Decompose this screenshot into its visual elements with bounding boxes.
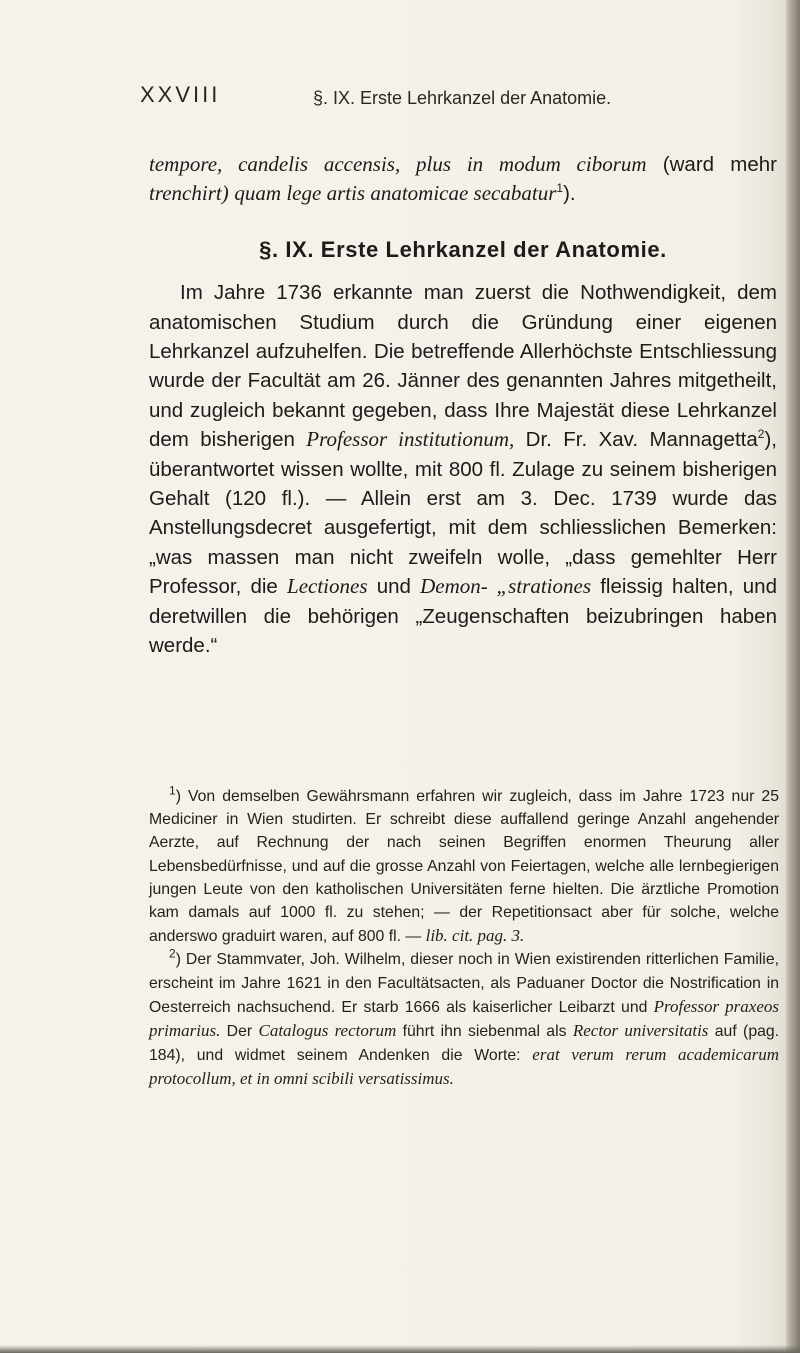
- footnote-text: auf (pag. 184), und widmet seinem Andenken die Worte:: [149, 1023, 780, 1065]
- footnote-marker: 2: [169, 947, 176, 962]
- latin-phrase: erat verum rerum academicarum protocollum, et in omni scibili versatissimus.: [149, 1045, 780, 1089]
- footnote-text: ) Der Stammvater, Joh. Wilhelm, dieser noch in Wien existirenden ritterlichen Familie, erscheint im Jahre 1621 in den Facultätsacten, als Paduaner Doctor die Nostrification in Oesterreich nachsuchend. Er starb 1666 als kaiserlicher Leibarzt und: [149, 951, 779, 1016]
- latin-phrase: tempore, candelis accensis, plus in modum ciborum: [149, 152, 647, 176]
- footnote-1: [149, 785, 779, 948]
- footnote-ref: 1: [556, 181, 564, 196]
- body-text: fleissig halten, und deretwillen die behörigen „Zeugenschaften beizubringen haben werde.“: [149, 575, 777, 658]
- page-number: XXVIII: [140, 82, 221, 107]
- body-text: und: [376, 575, 411, 599]
- page-bottom-edge: [0, 1345, 800, 1353]
- citation: lib. cit. pag. 3.: [425, 926, 525, 946]
- latin-phrase: quam lege artis anatomicae secabatur: [234, 181, 557, 206]
- page-spine-shadow: [786, 0, 800, 1353]
- body-paragraph: [149, 278, 777, 660]
- footnote-ref: 2: [757, 427, 765, 442]
- intro-paragraph: [149, 150, 777, 209]
- intro-text: (ward mehr: [662, 153, 777, 176]
- latin-phrase: Catalogus rectorum: [258, 1021, 397, 1041]
- latin-phrase: Lectiones: [287, 574, 368, 599]
- footnote-marker: 1: [169, 783, 176, 798]
- footnotes: [149, 785, 779, 1092]
- footnote-2: [149, 948, 779, 1091]
- running-head: §. IX. Erste Lehrkanzel der Anatomie.: [313, 88, 612, 108]
- latin-phrase: Demon- „strationes: [420, 574, 592, 599]
- intro-text: ).: [563, 182, 576, 206]
- latin-phrase: Rector universitatis: [572, 1021, 709, 1041]
- body-text: ), überantwortet wissen wollte, mit 800 fl. Zulage zu seinem bisherigen Gehalt (120 fl.). — Allein erst am 3. Dec. 1739 wurde das Anstellungsdecret ausgefertigt, mit dem schliesslichen Bemerken: „was massen man nicht zweifeln wolle, „dass gemehlter Herr Professor, die: [149, 428, 777, 599]
- footnote-text: ) Von demselben Gewährsmann erfahren wir zugleich, dass im Jahre 1723 nur 25 Mediciner in Wien studirten. Er schreibt diese auffallend geringe Anzahl angehender Aerzte, auf Rechnung der nach seinen Begriffen enormen Theurung aller Lebensbedürfnisse, und auf die grosse Anzahl von Feiertagen, welche alle lernbegierigen jungen Leute von den katholischen Universitäten ferne hielten. Die ärztliche Promotion kam damals auf 1000 fl. zu stehen; — der Repetitionsact aber für solche, welche anderswo graduirt waren, auf 800 fl. —: [149, 788, 779, 946]
- latin-phrase: Professor institutionum,: [306, 427, 515, 452]
- main-text: [149, 150, 777, 661]
- section-heading: §. IX. Erste Lehrkanzel der Anatomie.: [259, 236, 667, 262]
- latin-phrase: trenchirt): [149, 181, 229, 206]
- latin-phrase: Professor praxeos primarius.: [149, 996, 780, 1041]
- footnote-text: Der: [226, 1023, 253, 1041]
- footnote-text: führt ihn siebenmal als: [402, 1023, 567, 1041]
- body-text: Dr. Fr. Xav. Mannagetta: [525, 428, 758, 452]
- body-text: Im Jahre 1736 erkannte man zuerst die Nothwendigkeit, dem anatomischen Studium durch die Gründung einer eigenen Lehrkanzel aufzuhelfen. Die betreffende Allerhöchste Entschliessung wurde der Facultät am 26. Jänner des genannten Jahres mitgetheilt, und zugleich bekannt gegeben, dass Ihre Majestät diese Lehrkanzel dem bisherigen: [149, 281, 777, 452]
